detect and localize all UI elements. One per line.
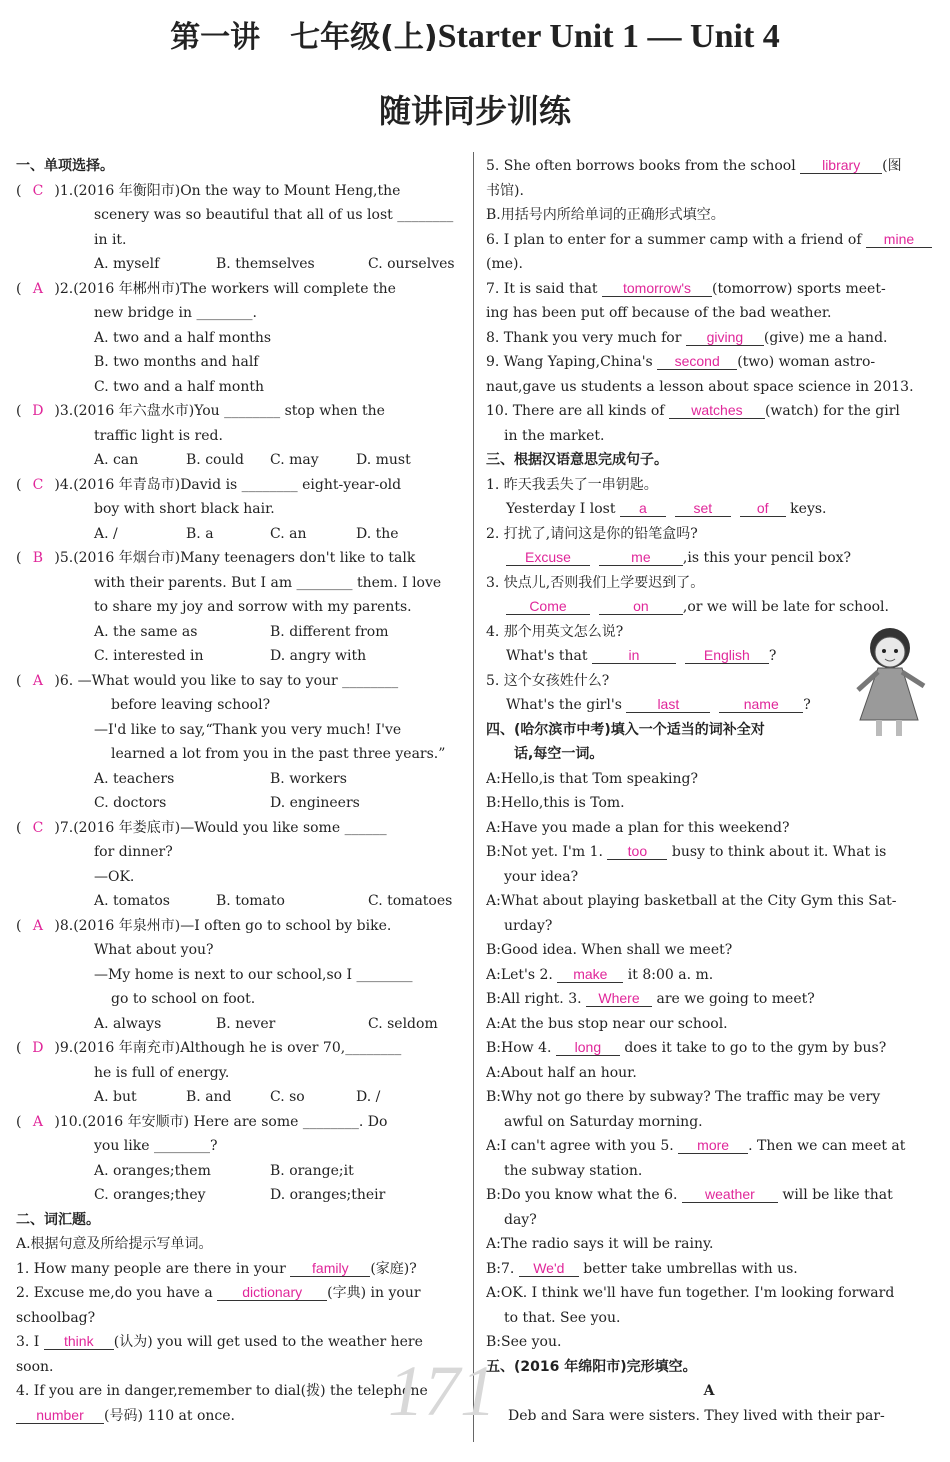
text-line: you like ________? xyxy=(94,1138,218,1154)
text-line: 3. 快点儿,否则我们上学要迟到了。 xyxy=(486,574,705,591)
option-line xyxy=(16,1012,464,1037)
fill-line xyxy=(486,497,932,522)
answer-text: last xyxy=(657,696,680,712)
option-a: A. / xyxy=(94,525,118,542)
option-c: C. seldom xyxy=(368,1015,438,1032)
text-line: in it. xyxy=(94,231,127,248)
text-line: soon. xyxy=(16,1358,54,1375)
fill-line xyxy=(486,963,932,988)
text-line: —I'd like to say,“Thank you very much! I've xyxy=(94,721,402,738)
section-heading: 话,每空一词。 xyxy=(486,746,604,762)
text-line: B:Why not go there by subway? The traffic may be very xyxy=(486,1089,881,1105)
answer-blank xyxy=(556,1039,620,1056)
text-line: (me). xyxy=(486,256,523,272)
text-post: keys. xyxy=(785,501,827,517)
text-line: go to school on foot. xyxy=(111,991,256,1007)
option-b: D. oranges;their xyxy=(270,1187,386,1203)
answer-blank xyxy=(678,1137,748,1154)
text-line: schoolbag? xyxy=(16,1309,96,1326)
section-heading: 一、单项选择。 xyxy=(16,158,114,174)
text-pre: 2. Excuse me,do you have a xyxy=(16,1285,218,1301)
text-pre: 6. I plan to enter for a summer camp with a friend of xyxy=(486,231,866,248)
text-pre: Yesterday I lost xyxy=(506,501,620,517)
text-line: 2. 打扰了,请问这是你的铅笔盒吗? xyxy=(486,525,698,542)
answer-choice: A xyxy=(32,672,43,689)
text-line: to that. See you. xyxy=(504,1309,621,1326)
option-a: A. tomatos xyxy=(94,893,170,909)
text-line: Deb and Sara were sisters. They lived with their par- xyxy=(508,1407,885,1424)
answer-text: giving xyxy=(706,328,744,345)
question-line xyxy=(16,399,464,424)
text-line: A:The radio says it will be rainy. xyxy=(486,1236,714,1252)
option-line xyxy=(16,522,464,547)
answer-text: long xyxy=(574,1039,602,1055)
question-line xyxy=(16,914,464,939)
option-b: B. could xyxy=(186,452,244,468)
text-line: B:Hello,this is Tom. xyxy=(486,795,625,811)
space xyxy=(676,648,685,664)
text-line: he is full of energy. xyxy=(94,1064,230,1081)
answer-blank xyxy=(557,966,623,983)
fill-line xyxy=(486,1036,932,1061)
answer-blank xyxy=(599,598,683,615)
page-subtitle: 随讲同步训练 xyxy=(378,92,571,130)
answer-blank xyxy=(719,696,803,713)
text-post: (字典) in your xyxy=(327,1285,421,1301)
text-line: What about you? xyxy=(94,942,214,958)
question-text: )10.(2016 年安顺市) Here are some ________. Do xyxy=(49,1113,388,1130)
text-post: . Then we can meet at xyxy=(748,1138,906,1154)
text-post: (图 xyxy=(882,158,902,174)
question-line xyxy=(16,816,464,841)
text-line: 4. If you are in danger,remember to dial(拨) the telephone xyxy=(16,1383,428,1399)
option-b: B. and xyxy=(186,1089,232,1105)
option-line xyxy=(16,889,464,914)
text-post: (家庭)? xyxy=(370,1260,417,1277)
option-line xyxy=(16,644,464,669)
answer-text: tomorrow's xyxy=(623,279,692,296)
fill-line xyxy=(486,228,932,253)
answer-text: Excuse xyxy=(525,549,571,565)
question-line xyxy=(16,179,464,204)
answer-blank xyxy=(602,280,712,297)
column-divider xyxy=(473,152,474,1442)
option-a: C. interested in xyxy=(94,648,204,664)
section-heading: 三、根据汉语意思完成句子。 xyxy=(486,452,668,468)
question-text: )9.(2016 年南充市)Although he is over 70,________ xyxy=(49,1040,402,1056)
answer-text: a xyxy=(639,500,647,516)
option-c: C. tomatoes xyxy=(368,893,453,909)
option-line xyxy=(16,252,464,277)
text-post: will be like that xyxy=(777,1187,893,1203)
question-text: )5.(2016 年烟台市)Many teenagers don't like to talk xyxy=(49,550,416,566)
question-line xyxy=(16,1110,464,1135)
paren-open: ( xyxy=(16,550,26,566)
option-a: A. but xyxy=(94,1089,137,1105)
fill-line xyxy=(486,1257,932,1282)
option-line xyxy=(16,1159,464,1184)
text-post: (tomorrow) sports meet- xyxy=(712,280,886,297)
question-text: )4.(2016 年青岛市)David is ________ eight-year-old xyxy=(49,476,402,493)
text-pre: 1. How many people are there in your xyxy=(16,1260,291,1277)
answer-text: watches xyxy=(691,402,743,418)
text-pre: A:I can't agree with you 5. xyxy=(486,1138,679,1154)
answer-text: set xyxy=(693,500,713,516)
option-a: C. doctors xyxy=(94,795,167,811)
text-line: ing has been put off because of the bad weather. xyxy=(486,305,832,321)
text-line: 1. 昨天我丢失了一串钥匙。 xyxy=(486,476,658,493)
paren-open: ( xyxy=(16,182,26,199)
text-line: scenery was so beautiful that all of us lost ________ xyxy=(94,207,454,223)
option-line xyxy=(16,1085,464,1110)
answer-choice: A xyxy=(32,280,43,297)
option-b: B. a xyxy=(186,525,214,542)
option-a: A. always xyxy=(94,1015,162,1032)
section-heading: 四、(哈尔滨市中考)填入一个适当的词补全对 xyxy=(486,721,765,738)
answer-text: in xyxy=(628,647,640,663)
answer-blank xyxy=(586,990,652,1007)
text-post: (give) me a hand. xyxy=(763,329,888,346)
text-line: the subway station. xyxy=(504,1162,643,1179)
answer-choice: A xyxy=(32,1113,43,1130)
paren-open: ( xyxy=(16,917,26,934)
answer-text: on xyxy=(633,598,649,614)
paren-open: ( xyxy=(16,672,26,689)
space xyxy=(590,599,599,615)
answer-blank xyxy=(866,231,932,248)
option-c: C. ourselves xyxy=(368,256,455,272)
answer-text: think xyxy=(64,1333,94,1349)
left-column xyxy=(16,154,464,1428)
answer-text: We'd xyxy=(533,1259,565,1276)
option-a: A. can xyxy=(94,452,139,468)
option-c: C. an xyxy=(270,525,307,542)
text-pre: B:How 4. xyxy=(486,1040,556,1056)
space xyxy=(710,697,719,713)
answer-text: make xyxy=(573,965,608,982)
text-pre: B:All right. 3. xyxy=(486,991,587,1007)
right-column xyxy=(486,154,932,1428)
answer-choice: C xyxy=(32,182,44,199)
fill-line xyxy=(486,350,932,375)
question-line xyxy=(16,473,464,498)
text-pre: 10. There are all kinds of xyxy=(486,403,669,419)
answer-blank xyxy=(685,647,769,664)
question-text: )2.(2016 年郴州市)The workers will complete the xyxy=(49,280,396,297)
option-line xyxy=(16,620,464,645)
answer-text: of xyxy=(756,500,769,516)
answer-blank xyxy=(16,1407,104,1424)
text-post: ? xyxy=(803,697,811,713)
text-pre: What's the girl's xyxy=(506,697,627,713)
paren-open: ( xyxy=(16,1113,26,1130)
text-pre: 9. Wang Yaping,China's xyxy=(486,354,658,370)
option-c: C. may xyxy=(270,452,319,468)
option-line xyxy=(16,791,464,816)
text-line: C. two and a half month xyxy=(94,378,265,395)
answer-blank xyxy=(620,500,666,517)
option-d: D. must xyxy=(356,452,411,468)
fill-line xyxy=(486,1134,932,1159)
page-title xyxy=(0,12,950,56)
text-post: are we going to meet? xyxy=(652,991,815,1007)
text-pre: What's that xyxy=(506,648,592,664)
option-b: B. tomato xyxy=(216,893,285,909)
question-text: )7.(2016 年娄底市)—Would you like some ______ xyxy=(49,819,387,836)
text-line: A:At the bus stop near our school. xyxy=(486,1015,728,1032)
question-text: )1.(2016 年衡阳市)On the way to Mount Heng,the xyxy=(49,182,401,199)
answer-text: mine xyxy=(883,230,915,247)
option-a: A. teachers xyxy=(94,770,175,787)
answer-text: weather xyxy=(704,1186,755,1202)
answer-text: number xyxy=(36,1406,84,1423)
text-line: your idea? xyxy=(504,868,579,885)
fill-line xyxy=(486,595,932,620)
fill-line xyxy=(486,399,932,424)
text-line: A:Hello,is that Tom speaking? xyxy=(486,770,698,787)
fill-line xyxy=(486,840,932,865)
fill-line xyxy=(486,546,932,571)
answer-text: Come xyxy=(529,598,567,614)
paren-open: ( xyxy=(16,403,26,419)
answer-blank xyxy=(290,1260,370,1277)
text-post: ,is this your pencil box? xyxy=(682,550,852,566)
answer-blank xyxy=(626,696,710,713)
question-text: )3.(2016 年六盘水市)You ________ stop when the xyxy=(49,403,385,419)
answer-choice: C xyxy=(32,819,44,836)
option-line xyxy=(16,1183,464,1208)
text-pre: B:7. xyxy=(486,1260,519,1277)
answer-text: second xyxy=(674,353,720,369)
option-d: D. the xyxy=(356,525,399,542)
fill-line xyxy=(486,326,932,351)
question-line xyxy=(16,546,464,571)
text-pre: 7. It is said that xyxy=(486,280,603,297)
text-line: traffic light is red. xyxy=(94,427,223,444)
answer-choice: D xyxy=(32,403,44,419)
answer-blank xyxy=(599,549,683,566)
text-line: urday? xyxy=(504,917,553,934)
answer-choice: C xyxy=(32,476,44,493)
fill-line xyxy=(486,154,932,179)
answer-text: family xyxy=(312,1259,349,1276)
answer-text: name xyxy=(743,696,779,712)
answer-text: too xyxy=(627,843,648,859)
text-line: B.用括号内所给单词的正确形式填空。 xyxy=(486,207,725,223)
text-line: —OK. xyxy=(94,868,135,885)
answer-blank xyxy=(506,598,590,615)
option-b: D. engineers xyxy=(270,795,360,811)
answer-blank xyxy=(669,402,765,419)
passage-label: A xyxy=(703,1383,715,1399)
text-line: before leaving school? xyxy=(111,697,271,713)
option-b: B. orange;it xyxy=(270,1162,354,1179)
option-line xyxy=(16,767,464,792)
answer-text: me xyxy=(631,549,651,565)
text-line: with their parents. But I am ________ them. I love xyxy=(94,574,442,591)
text-post: ? xyxy=(768,648,777,664)
text-line: A:About half an hour. xyxy=(486,1064,637,1081)
option-b: B. never xyxy=(216,1015,276,1032)
text-line: A:Have you made a plan for this weekend? xyxy=(486,819,790,836)
option-a: C. oranges;they xyxy=(94,1187,206,1203)
text-post: ,or we will be late for school. xyxy=(682,599,889,615)
answer-text: Where xyxy=(598,990,640,1006)
answer-text: dictionary xyxy=(242,1284,303,1300)
question-text: )6. —What would you like to say to your ________ xyxy=(49,672,399,689)
text-pre: A:Let's 2. xyxy=(486,966,558,983)
section-heading: 二、词汇题。 xyxy=(16,1211,100,1228)
option-b: B. different from xyxy=(270,623,389,640)
text-line: B:See you. xyxy=(486,1334,562,1350)
space xyxy=(590,550,599,566)
text-post: (two) woman astro- xyxy=(737,354,876,370)
title-en: Starter Unit 1 — Unit 4 xyxy=(437,18,780,55)
text-post: better take umbrellas with us. xyxy=(578,1260,798,1277)
answer-blank xyxy=(682,1186,778,1203)
text-line: naut,gave us students a lesson about space science in 2013. xyxy=(486,378,914,395)
text-pre: 8. Thank you very much for xyxy=(486,329,686,346)
answer-blank xyxy=(519,1260,579,1277)
question-line xyxy=(16,1036,464,1061)
answer-blank xyxy=(592,647,676,664)
answer-choice: D xyxy=(32,1040,44,1056)
text-line: B. two months and half xyxy=(94,354,259,370)
option-c: C. so xyxy=(270,1089,305,1105)
answer-text: more xyxy=(697,1137,730,1153)
cartoon-girl-illustration xyxy=(838,620,938,744)
text-pre: 3. I xyxy=(16,1334,44,1350)
text-line: 书馆). xyxy=(486,182,524,199)
text-pre: 5. She often borrows books from the school xyxy=(486,158,801,174)
option-line xyxy=(16,448,464,473)
answer-blank xyxy=(675,500,731,517)
answer-choice: B xyxy=(32,550,44,566)
text-line: awful on Saturday morning. xyxy=(504,1113,703,1130)
option-b: B. themselves xyxy=(216,256,315,272)
text-line: A. two and a half months xyxy=(94,329,272,346)
answer-blank xyxy=(607,843,667,860)
option-a: A. oranges;them xyxy=(94,1162,211,1179)
question-text: )8.(2016 年泉州市)—I often go to school by bike. xyxy=(49,917,392,934)
option-a: A. myself xyxy=(94,256,160,272)
fill-line xyxy=(16,1281,464,1306)
text-line: new bridge in ________. xyxy=(94,305,257,321)
text-line: learned a lot from you in the past three years.” xyxy=(111,746,446,762)
text-pre: B:Not yet. I'm 1. xyxy=(486,844,608,860)
text-post: does it take to go to the gym by bus? xyxy=(619,1040,887,1056)
text-line: boy with short black hair. xyxy=(94,501,275,517)
text-line: B:Good idea. When shall we meet? xyxy=(486,942,733,958)
answer-blank xyxy=(800,157,882,174)
text-line: 5. 这个女孩姓什么? xyxy=(486,672,610,689)
page-number: 171 xyxy=(388,1351,496,1431)
text-post: (watch) for the girl xyxy=(764,403,900,419)
question-line xyxy=(16,277,464,302)
text-line: A:What about playing basketball at the City Gym this Sat- xyxy=(486,893,897,909)
text-line: for dinner? xyxy=(94,844,173,860)
text-post: busy to think about it. What is xyxy=(667,844,887,860)
text-line: 4. 那个用英文怎么说? xyxy=(486,623,624,640)
text-line: in the market. xyxy=(504,427,605,444)
text-line: day? xyxy=(504,1211,537,1228)
answer-blank xyxy=(686,329,764,346)
answer-choice: A xyxy=(32,917,43,934)
option-d: D. / xyxy=(356,1089,381,1105)
text-line: A:OK. I think we'll have fun together. I'm looking forward xyxy=(486,1285,895,1301)
text-post: it 8:00 a. m. xyxy=(623,966,714,983)
answer-blank xyxy=(506,549,590,566)
title-cn: 第一讲 七年级(上) xyxy=(170,20,438,55)
fill-line xyxy=(486,277,932,302)
answer-text: English xyxy=(703,647,750,663)
fill-line xyxy=(16,1257,464,1282)
paren-open: ( xyxy=(16,1040,26,1056)
text-line: A.根据句意及所给提示写单词。 xyxy=(16,1236,213,1252)
text-line: —My home is next to our school,so I ________ xyxy=(94,966,413,983)
text-line: to share my joy and sorrow with my parents. xyxy=(94,599,412,615)
answer-blank xyxy=(740,500,786,517)
option-b: D. angry with xyxy=(270,648,367,664)
paren-open: ( xyxy=(16,819,26,836)
section-heading: 五、(2016 年绵阳市)完形填空。 xyxy=(486,1358,697,1375)
answer-text: library xyxy=(822,157,861,173)
paren-open: ( xyxy=(16,476,26,493)
option-a: A. the same as xyxy=(94,623,198,640)
text-post: (认为) you will get used to the weather here xyxy=(113,1334,423,1350)
question-line xyxy=(16,669,464,694)
answer-blank xyxy=(217,1284,327,1301)
text-pre: B:Do you know what the 6. xyxy=(486,1187,682,1203)
text-post: (号码) 110 at once. xyxy=(104,1407,235,1424)
space xyxy=(666,501,675,517)
option-b: B. workers xyxy=(270,770,347,787)
fill-line xyxy=(486,987,932,1012)
fill-line xyxy=(486,1183,932,1208)
answer-blank xyxy=(657,353,737,370)
space xyxy=(731,501,740,517)
answer-blank xyxy=(44,1333,114,1350)
paren-open: ( xyxy=(16,280,26,297)
